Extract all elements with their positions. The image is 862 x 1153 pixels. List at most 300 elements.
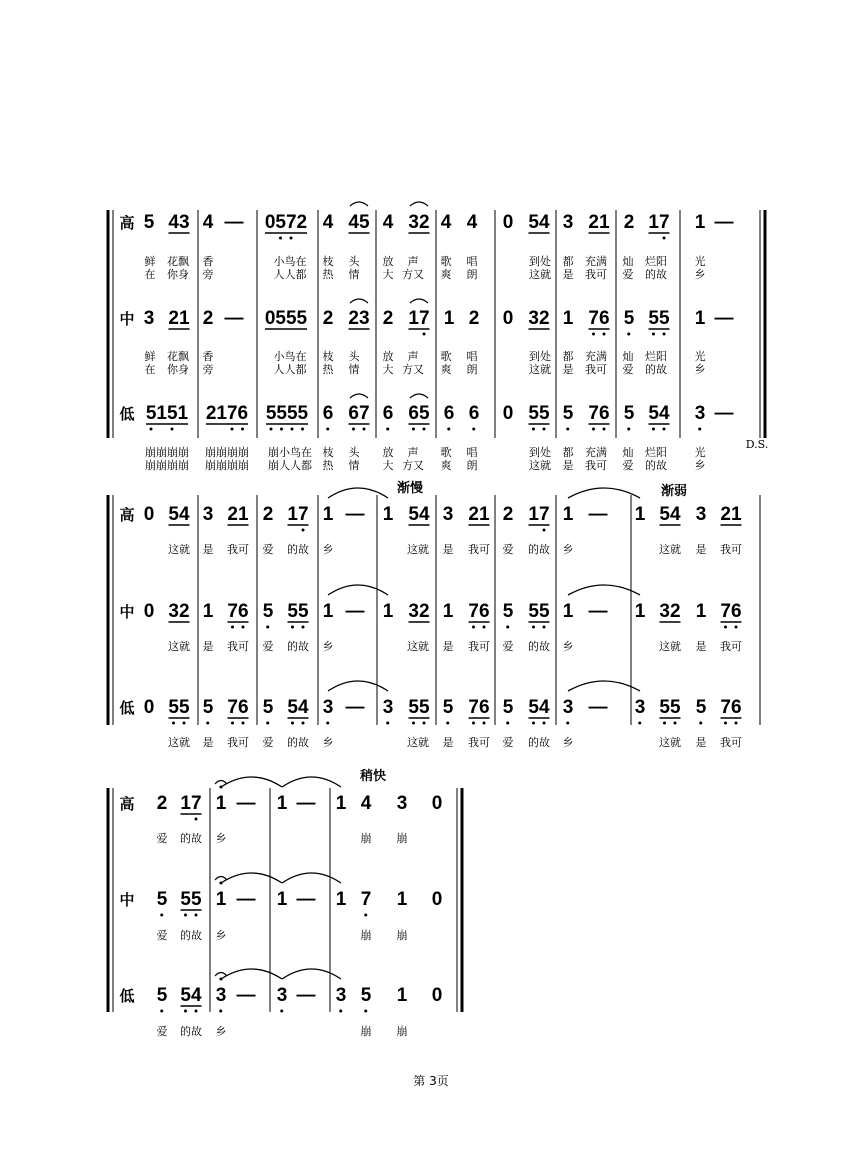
octave-dot [291,626,294,629]
lyric: 是 [442,543,454,556]
lyric-verse-2: 爽 [440,363,452,376]
note: 1 [694,308,706,329]
tie [282,969,341,979]
octave-dot [603,333,606,336]
lyric: 这就 [168,736,190,749]
lyric-verse-1: 歌 [440,350,452,363]
octave-dot [663,722,666,725]
octave-dot [195,914,198,917]
note: 76 [468,697,490,718]
lyric-verse-1: 枝 [322,446,334,459]
lyric-verse-1: 灿 [622,446,634,459]
note: 1 [215,889,227,910]
part-label: 低 [119,699,135,717]
note: 0 [143,697,155,718]
lyric-verse-1: 充满 [585,446,607,459]
lyric-verse-1: 烂阳 [645,446,667,459]
lyric: 这就 [168,640,190,653]
note: 54 [168,504,190,525]
note: 0 [143,504,155,525]
note: 3 [634,697,646,718]
note: 76 [588,308,610,329]
rest-dash: — [296,793,316,814]
slur [350,202,368,206]
note: 2 [322,308,334,329]
octave-dot [412,722,415,725]
note: 2176 [205,403,249,424]
octave-dot [242,626,245,629]
lyric-verse-1: 头 [348,446,360,459]
note: 3 [396,793,408,814]
lyric-verse-2: 爽 [440,459,452,472]
lyric: 崩 [360,832,372,845]
note: 1 [382,504,394,525]
lyric-verse-2: 爱 [622,459,634,472]
note: 5151 [145,403,189,424]
part-label: 中 [119,603,135,621]
part-label: 低 [119,987,135,1005]
lyric-verse-1: 放 [382,350,394,363]
note: 3 [335,985,347,1006]
note: 5555 [265,403,309,424]
note: 55 [648,308,670,329]
octave-dot [219,1010,222,1013]
octave-dot [302,626,305,629]
octave-dot [472,626,475,629]
lyric-verse-1: 光 [694,255,706,268]
octave-dot [231,626,234,629]
note: 0 [431,985,443,1006]
lyric-verse-2: 我可 [585,459,607,472]
lyric: 乡 [215,1025,227,1038]
note: 1 [322,504,334,525]
rest-dash: — [224,308,244,329]
note: 0 [502,308,514,329]
lyric: 爱 [156,929,168,942]
note: 7 [360,889,372,910]
part-label: 中 [119,891,135,909]
octave-dot [532,722,535,725]
note: 55 [180,889,202,910]
octave-dot [220,882,223,885]
note: 0 [431,793,443,814]
octave-dot [592,428,595,431]
note: 5 [143,212,155,233]
octave-dot [206,722,209,725]
note: 5 [262,601,274,622]
lyric-verse-1: 枝 [322,350,334,363]
note: 21 [227,504,249,525]
note: 55 [528,403,550,424]
octave-dot [279,237,282,240]
note: 1 [562,601,574,622]
rest-dash: — [296,889,316,910]
lyric: 是 [202,640,214,653]
lyric: 的故 [528,640,550,653]
note: 17 [528,504,550,525]
lyric-verse-1: 充满 [585,255,607,268]
note: 5 [502,697,514,718]
note: 76 [720,697,742,718]
note: 6 [382,403,394,424]
note: 5 [156,985,168,1006]
lyric-verse-2: 爽 [440,268,452,281]
lyric-verse-1: 都 [562,255,574,268]
note: 32 [659,601,681,622]
lyric-verse-1: 崩小鸟在 [268,446,312,459]
octave-dot [483,722,486,725]
lyric-verse-1: 放 [382,255,394,268]
lyric-verse-1: 小鸟在 [273,255,307,268]
lyric-verse-2: 情 [348,363,360,376]
note: 55 [659,697,681,718]
lyric: 这就 [407,543,429,556]
note: 2 [468,308,480,329]
octave-dot [532,428,535,431]
lyric: 爱 [502,736,514,749]
note: 76 [720,601,742,622]
octave-dot [301,428,304,431]
lyric-verse-1: 灿 [622,255,634,268]
octave-dot [663,237,666,240]
note: 0572 [264,212,308,233]
ds-mark: D.S. [745,438,769,451]
lyric-verse-2: 热 [322,363,334,376]
lyric-verse-2: 情 [348,459,360,472]
note: 5 [202,697,214,718]
octave-dot [735,722,738,725]
octave-dot [220,786,223,789]
fermata-icon [215,781,227,785]
note: 1 [695,601,707,622]
lyric-verse-2: 人人都 [273,363,307,376]
octave-dot [674,722,677,725]
lyric-verse-2: 方又 [402,459,424,472]
lyric-verse-1: 声 [407,255,419,268]
octave-dot [447,428,450,431]
lyric-verse-1: 声 [407,350,419,363]
note: 54 [408,504,430,525]
lyric-verse-2: 我可 [585,268,607,281]
octave-dot [160,1010,163,1013]
note: 6 [322,403,334,424]
lyric-verse-1: 都 [562,350,574,363]
lyric-verse-2: 朗 [466,268,478,281]
lyric-verse-1: 崩崩崩崩 [145,446,189,459]
note: 3 [695,504,707,525]
lyric-verse-2: 这就 [529,268,551,281]
octave-dot [543,428,546,431]
page-number: 第 3页 [413,1074,449,1088]
octave-dot [543,626,546,629]
lyric-verse-2: 是 [562,363,574,376]
lyric-verse-1: 香 [202,350,214,363]
lyric: 我可 [720,736,742,749]
note: 1 [634,504,646,525]
lyric-verse-1: 灿 [622,350,634,363]
note: 55 [408,697,430,718]
lyric-verse-2: 乡 [694,363,706,376]
slur [350,299,368,303]
lyric: 乡 [215,929,227,942]
note: 54 [528,697,550,718]
octave-dot [506,626,509,629]
lyric-verse-1: 枝 [322,255,334,268]
note: 1 [694,212,706,233]
lyric: 的故 [287,543,309,556]
note: 32 [168,601,190,622]
lyric: 是 [442,640,454,653]
lyric-verse-2: 的故 [645,363,667,376]
part-label: 高 [119,214,135,232]
octave-dot [363,428,366,431]
note: 17 [180,793,202,814]
tie [568,488,640,498]
lyric-verse-1: 唱 [466,350,478,363]
lyric-verse-1: 歌 [440,255,452,268]
note: 2 [382,308,394,329]
note: 5 [360,985,372,1006]
lyric: 的故 [287,736,309,749]
note: 54 [648,403,670,424]
lyric: 崩 [396,832,408,845]
lyric-verse-2: 你身 [167,363,189,376]
tie [328,585,388,595]
rest-dash: — [236,793,256,814]
lyric-verse-1: 鲜 [144,255,156,268]
fermata-icon [215,877,227,881]
lyric-verse-2: 朗 [466,459,478,472]
note: 21 [468,504,490,525]
lyric: 的故 [528,736,550,749]
note: 1 [442,601,454,622]
note: 32 [528,308,550,329]
octave-dot [160,914,163,917]
lyric: 这就 [659,736,681,749]
note: 1 [562,504,574,525]
note: 3 [215,985,227,1006]
octave-dot [302,722,305,725]
octave-dot [290,237,293,240]
lyric-verse-1: 光 [694,350,706,363]
octave-dot [735,626,738,629]
lyric: 爱 [262,543,274,556]
note: 0 [502,403,514,424]
lyric-verse-2: 这就 [529,459,551,472]
lyric-verse-1: 到处 [529,446,551,459]
note: 5 [562,403,574,424]
octave-dot [172,722,175,725]
lyric-verse-2: 爱 [622,363,634,376]
lyric: 爱 [156,832,168,845]
note: 54 [659,504,681,525]
octave-dot [638,722,641,725]
direction-poco-piu-mosso: 稍快 [359,769,387,784]
lyric-verse-1: 花飘 [167,350,189,363]
lyric-verse-2: 我可 [585,363,607,376]
rest-dash: — [588,697,608,718]
note: 2 [202,308,214,329]
lyric: 的故 [180,832,202,845]
note: 0 [431,889,443,910]
lyric-verse-1: 歌 [440,446,452,459]
octave-dot [352,428,355,431]
octave-dot [326,722,329,725]
octave-dot [242,722,245,725]
lyric: 乡 [215,832,227,845]
lyric: 爱 [262,736,274,749]
note: 1 [382,601,394,622]
note: 55 [287,601,309,622]
note: 2 [502,504,514,525]
lyric: 爱 [262,640,274,653]
rest-dash: — [345,601,365,622]
octave-dot [231,428,234,431]
lyric: 是 [695,736,707,749]
octave-dot [446,722,449,725]
part-label: 低 [119,405,135,423]
lyric: 崩 [396,1025,408,1038]
lyric-verse-1: 到处 [529,255,551,268]
lyric-verse-2: 是 [562,268,574,281]
octave-dot [231,722,234,725]
lyric-verse-2: 大 [382,459,394,472]
lyric-verse-2: 爱 [622,268,634,281]
note: 67 [348,403,370,424]
note: 45 [348,212,370,233]
lyric: 乡 [562,543,574,556]
lyric: 的故 [528,543,550,556]
octave-dot [266,722,269,725]
lyric: 这就 [168,543,190,556]
octave-dot [423,333,426,336]
note: 1 [276,793,288,814]
octave-dot [184,914,187,917]
octave-dot [483,626,486,629]
note: 65 [408,403,430,424]
octave-dot [699,722,702,725]
note: 55 [528,601,550,622]
note: 2 [262,504,274,525]
note: 76 [227,697,249,718]
lyric: 我可 [720,640,742,653]
note: 17 [287,504,309,525]
octave-dot [627,428,630,431]
note: 32 [408,212,430,233]
tie [221,873,282,883]
octave-dot [412,428,415,431]
lyric-verse-1: 光 [694,446,706,459]
note: 43 [168,212,190,233]
lyric: 我可 [468,640,490,653]
note: 3 [442,504,454,525]
note: 3 [202,504,214,525]
lyric-verse-2: 旁 [202,268,214,281]
note: 21 [168,308,190,329]
rest-dash: — [345,697,365,718]
part-label: 高 [119,795,135,813]
lyric: 爱 [502,640,514,653]
note: 1 [335,889,347,910]
octave-dot [280,428,283,431]
note: 0 [143,601,155,622]
lyric-verse-2: 乡 [694,268,706,281]
rest-dash: — [236,985,256,1006]
note: 5 [623,403,635,424]
octave-dot [184,1010,187,1013]
tie [221,777,282,787]
lyric: 我可 [227,543,249,556]
note: 1 [215,793,227,814]
rest-dash: — [588,504,608,525]
lyric-verse-2: 乡 [694,459,706,472]
note: 76 [588,403,610,424]
lyric: 我可 [227,640,249,653]
lyric-verse-2: 情 [348,268,360,281]
lyric-verse-2: 你身 [167,268,189,281]
slur [410,394,428,398]
lyric-verse-2: 热 [322,459,334,472]
lyric-verse-2: 的故 [645,268,667,281]
note: 5 [623,308,635,329]
lyric-verse-2: 热 [322,268,334,281]
note: 6 [468,403,480,424]
lyric-verse-2: 崩崩崩崩 [205,459,249,472]
lyric: 我可 [720,543,742,556]
octave-dot [698,428,701,431]
note: 1 [276,889,288,910]
octave-dot [171,428,174,431]
note: 2 [623,212,635,233]
tie [328,488,388,498]
note: 5 [262,697,274,718]
note: 4 [440,212,452,233]
lyric-verse-2: 崩人人都 [268,459,312,472]
note: 1 [562,308,574,329]
lyric-verse-1: 充满 [585,350,607,363]
note: 1 [396,985,408,1006]
octave-dot [592,333,595,336]
lyric: 这就 [407,640,429,653]
octave-dot [472,428,475,431]
note: 5 [442,697,454,718]
lyric: 这就 [659,640,681,653]
octave-dot [423,722,426,725]
tie [282,777,341,787]
note: 1 [322,601,334,622]
note: 3 [562,212,574,233]
octave-dot [291,722,294,725]
rest-dash: — [588,601,608,622]
note: 0 [502,212,514,233]
lyric-verse-2: 旁 [202,363,214,376]
lyric: 我可 [468,736,490,749]
fermata-icon [215,973,227,977]
lyric-verse-1: 香 [202,255,214,268]
rest-dash: — [345,504,365,525]
octave-dot [291,428,294,431]
lyric-verse-1: 到处 [529,350,551,363]
lyric-verse-2: 崩崩崩崩 [145,459,189,472]
lyric: 这就 [659,543,681,556]
note: 55 [168,697,190,718]
lyric: 乡 [322,640,334,653]
note: 1 [396,889,408,910]
lyric: 是 [442,736,454,749]
lyric: 是 [695,640,707,653]
octave-dot [532,626,535,629]
note: 21 [588,212,610,233]
